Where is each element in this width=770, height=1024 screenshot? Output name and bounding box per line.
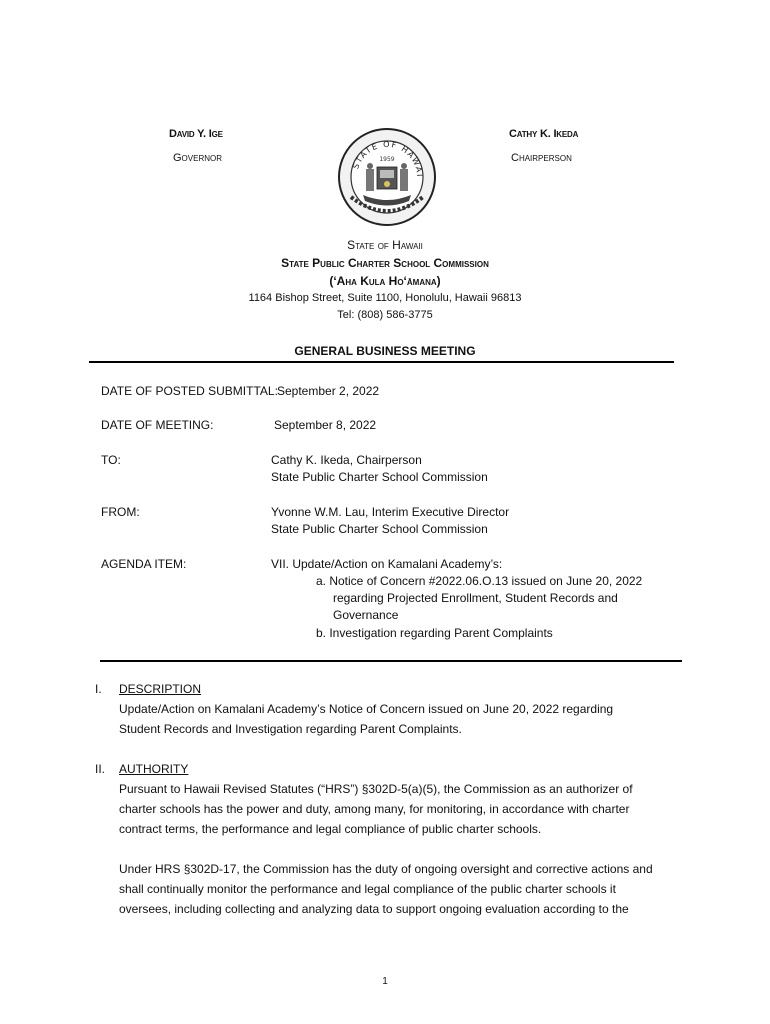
paragraph-line: contract terms, the performance and legal compliance of public charter schools. xyxy=(119,822,542,836)
authority-paragraph-2 xyxy=(119,859,689,919)
section-heading-authority: AUTHORITY xyxy=(119,762,189,776)
seal-year: 1959 xyxy=(379,156,395,163)
to-label: TO: xyxy=(101,453,121,467)
paragraph-line: Update/Action on Kamalani Academy’s Notice of Concern issued on June 20, 2022 regarding xyxy=(119,702,614,716)
agenda-item-title: VII. Update/Action on Kamalani Academy’s: xyxy=(271,557,503,571)
paragraph-line: Student Records and Investigation regarding Parent Complaints. xyxy=(119,722,462,736)
agenda-label: AGENDA ITEM: xyxy=(101,557,187,571)
section-number: I. xyxy=(95,682,102,696)
governor-title: Governor xyxy=(173,152,223,164)
state-name: State of Hawaii xyxy=(347,238,423,252)
chairperson-name: Cathy K. Ikeda xyxy=(509,128,579,140)
agenda-subitem-a-cont: regarding Projected Enrollment, Student Records and xyxy=(333,591,618,605)
from-organization: State Public Charter School Commission xyxy=(271,522,488,536)
page-number: 1 xyxy=(382,976,388,987)
section-number: II. xyxy=(95,762,106,776)
agenda-subitem-b: b. Investigation regarding Parent Complaints xyxy=(316,626,553,640)
agency-address: 1164 Bishop Street, Suite 1100, Honolulu, Hawaii 96813 xyxy=(248,292,522,304)
agency-phone: Tel: (808) 586-3775 xyxy=(337,309,433,321)
meeting-date-value: September 8, 2022 xyxy=(274,418,377,432)
description-paragraph xyxy=(119,699,689,739)
section-heading-description: DESCRIPTION xyxy=(119,682,202,696)
paragraph-line: oversees, including collecting and analyzing data to support ongoing evaluation according to the xyxy=(119,902,629,916)
posted-date-label: DATE OF POSTED SUBMITTAL: xyxy=(101,384,278,398)
authority-paragraph-1 xyxy=(119,779,689,839)
state-seal-icon xyxy=(337,127,437,227)
title-divider xyxy=(89,361,674,363)
meeting-date-label: DATE OF MEETING: xyxy=(101,418,214,432)
agenda-subitem-a-cont2: Governance xyxy=(333,608,399,622)
memo-divider xyxy=(100,660,682,662)
hawaiian-name: (‘Aha Kula Ho‘āmana) xyxy=(329,274,441,288)
commission-name: State Public Charter School Commission xyxy=(281,256,489,270)
paragraph-line: shall continually monitor the performance and legal compliance of the public charter schools it xyxy=(119,882,616,896)
meeting-title: GENERAL BUSINESS MEETING xyxy=(294,344,476,358)
governor-name: David Y. Ige xyxy=(169,128,223,140)
to-recipient: Cathy K. Ikeda, Chairperson xyxy=(271,453,422,467)
paragraph-line: charter schools has the power and duty, among many, for monitoring, in accordance with charter xyxy=(119,802,630,816)
to-organization: State Public Charter School Commission xyxy=(271,470,488,484)
chairperson-title: Chairperson xyxy=(511,152,572,164)
paragraph-line: Pursuant to Hawaii Revised Statutes (“HRS”) §302D-5(a)(5), the Commission as an authorizer of xyxy=(119,782,633,796)
from-label: FROM: xyxy=(101,505,140,519)
from-sender: Yvonne W.M. Lau, Interim Executive Director xyxy=(271,505,510,519)
svg-text:STATE OF HAWAII: STATE OF HAWAI xyxy=(351,139,425,179)
posted-date-value: September 2, 2022 xyxy=(277,384,380,398)
agenda-subitem-a: a. Notice of Concern #2022.06.O.13 issued on June 20, 2022 xyxy=(316,574,643,588)
paragraph-line: Under HRS §302D-17, the Commission has the duty of ongoing oversight and corrective actions and xyxy=(119,862,653,876)
